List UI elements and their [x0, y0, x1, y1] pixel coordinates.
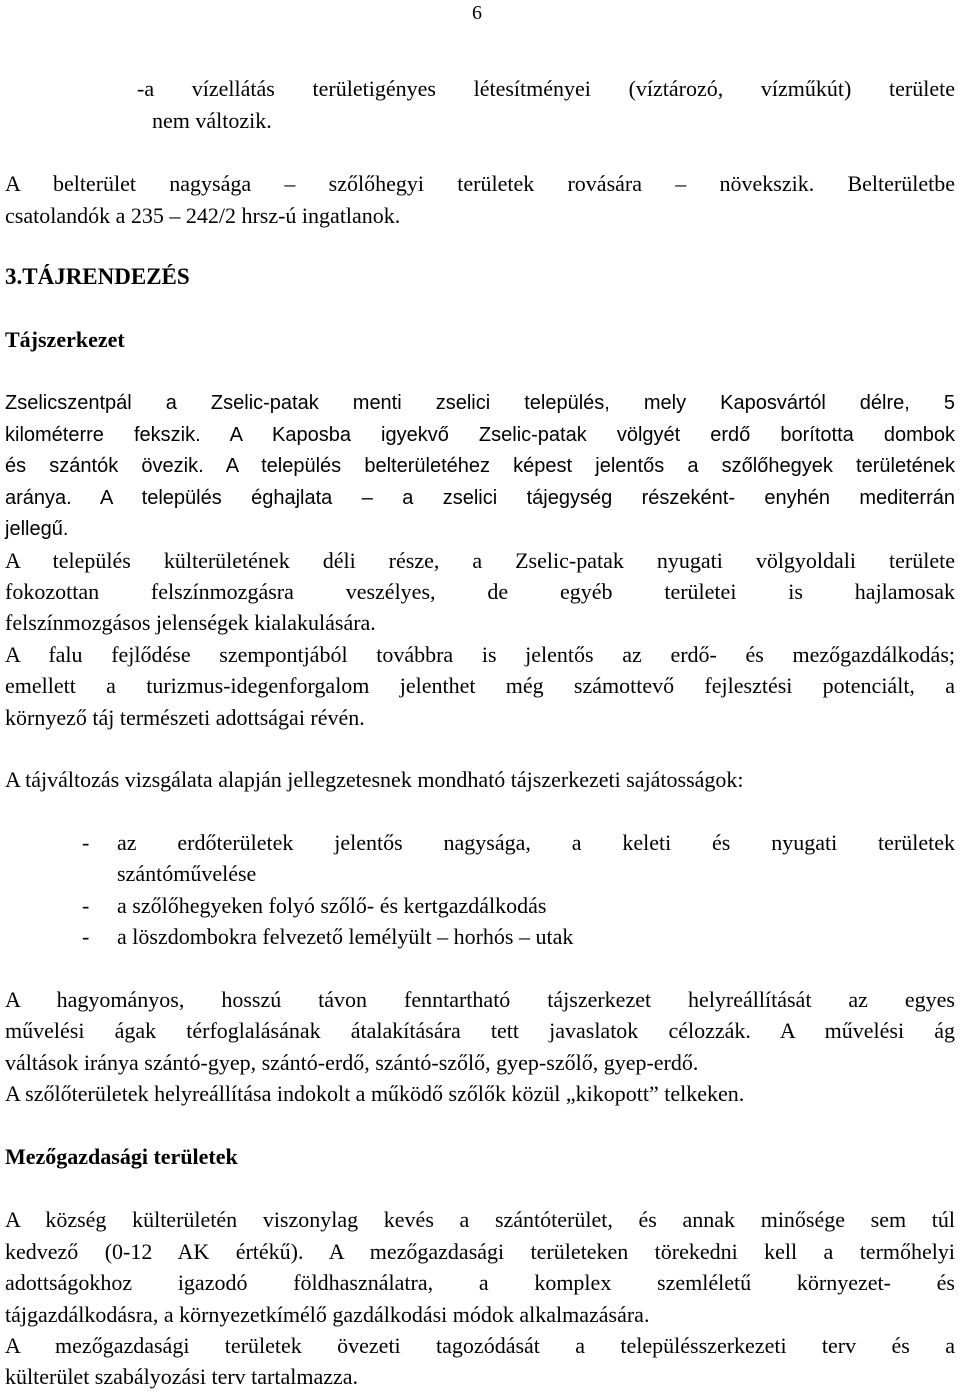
agri-p1-line-4: tájgazdálkodásra, a környezetkímélő gazdálkodási módok alkalmazására.: [5, 1302, 650, 1327]
water-supply-line-2: nem változik.: [152, 108, 272, 133]
landscape-p5-line-2: művelési ágak térfoglalásának átalakítására tett javaslatok célozzák. A művelési ág: [5, 1018, 955, 1043]
landscape-p1-line-5: jellegű.: [5, 518, 69, 540]
list-dash: -: [82, 893, 90, 918]
agri-p2-line-2: külterület szabályozási terv tartalmazza.: [5, 1364, 359, 1389]
landscape-p2-line-1: A település külterületének déli része, a Zselic-patak nyugati völgyoldali területe: [5, 548, 955, 573]
agri-p2-line-1: A mezőgazdasági területek övezeti tagozódását a településszerkezeti terv és a: [5, 1333, 955, 1358]
landscape-p5-line-1: A hagyományos, hosszú távon fenntartható tájszerkezet helyreállítását az egyes: [5, 987, 955, 1012]
agri-heading: Mezőgazdasági területek: [5, 1144, 238, 1169]
agri-p1-line-3: adottságokhoz igazodó földhasználatra, a komplex szemléletű környezet- és: [5, 1270, 955, 1295]
list-item: a szőlőhegyeken folyó szőlő- és kertgazdálkodás: [117, 893, 547, 918]
landscape-p1-line-1: Zselicszentpál a Zselic-patak menti zselici település, mely Kaposvártól délre, 5: [5, 392, 955, 414]
landscape-p1-line-2: kilométerre fekszik. A Kaposba igyekvő Zselic-patak völgyét erdő borította dombok: [5, 424, 955, 446]
list-item: az erdőterületek jelentős nagysága, a keleti és nyugati területek: [117, 830, 955, 855]
list-item-continuation: szántóművelése: [117, 861, 257, 886]
landscape-p3-line-2: emellett a turizmus-idegenforgalom jelenthet még számottevő fejlesztési potenciált, a: [5, 673, 955, 698]
landscape-p1-line-4: aránya. A település éghajlata – a zselici tájegység részeként- enyhén mediterrán: [5, 487, 955, 509]
section-title: 3.TÁJRENDEZÉS: [5, 264, 190, 289]
landscape-p3-line-1: A falu fejlődése szempontjából továbbra is jelentős az erdő- és mezőgazdálkodás;: [5, 642, 955, 667]
inner-area-line-1: A belterület nagysága – szőlőhegyi területek rovására – növekszik. Belterületbe: [5, 171, 955, 196]
landscape-p2-line-3: felszínmozgásos jelenségek kialakulására.: [5, 610, 376, 635]
landscape-p6: A szőlőterületek helyreállítása indokolt a működő szőlők közül „kikopott” telkeken.: [5, 1081, 745, 1106]
landscape-p5-line-3: váltások iránya szántó-gyep, szántó-erdő, szántó-szőlő, gyep-szőlő, gyep-erdő.: [5, 1050, 699, 1075]
list-item: a löszdombokra felvezető lemélyült – horhós – utak: [117, 924, 574, 949]
list-dash: -: [82, 830, 90, 855]
landscape-p2-line-2: fokozottan felszínmozgásra veszélyes, de egyéb területei is hajlamosak: [5, 579, 955, 604]
landscape-p3-line-3: környező táj természeti adottságai révén.: [5, 705, 365, 730]
list-dash: -: [82, 924, 90, 949]
landscape-p4: A tájváltozás vizsgálata alapján jellegzetesnek mondható tájszerkezeti sajátosságok:: [5, 767, 744, 792]
landscape-heading: Tájszerkezet: [5, 327, 125, 352]
water-supply-line-1: -a vízellátás területigényes létesítményei (víztározó, vízműkút) területe: [137, 76, 955, 101]
agri-p1-line-2: kedvező (0-12 AK értékű). A mezőgazdasági területeken törekedni kell a termőhelyi: [5, 1239, 955, 1264]
inner-area-line-2: csatolandók a 235 – 242/2 hrsz-ú ingatlanok.: [5, 203, 401, 228]
landscape-p1-line-3: és szántók övezik. A település belterületéhez képest jelentős a szőlőhegyek területének: [5, 455, 955, 477]
page-number: 6: [472, 2, 482, 24]
agri-p1-line-1: A község külterületén viszonylag kevés a szántóterület, és annak minősége sem túl: [5, 1207, 955, 1232]
